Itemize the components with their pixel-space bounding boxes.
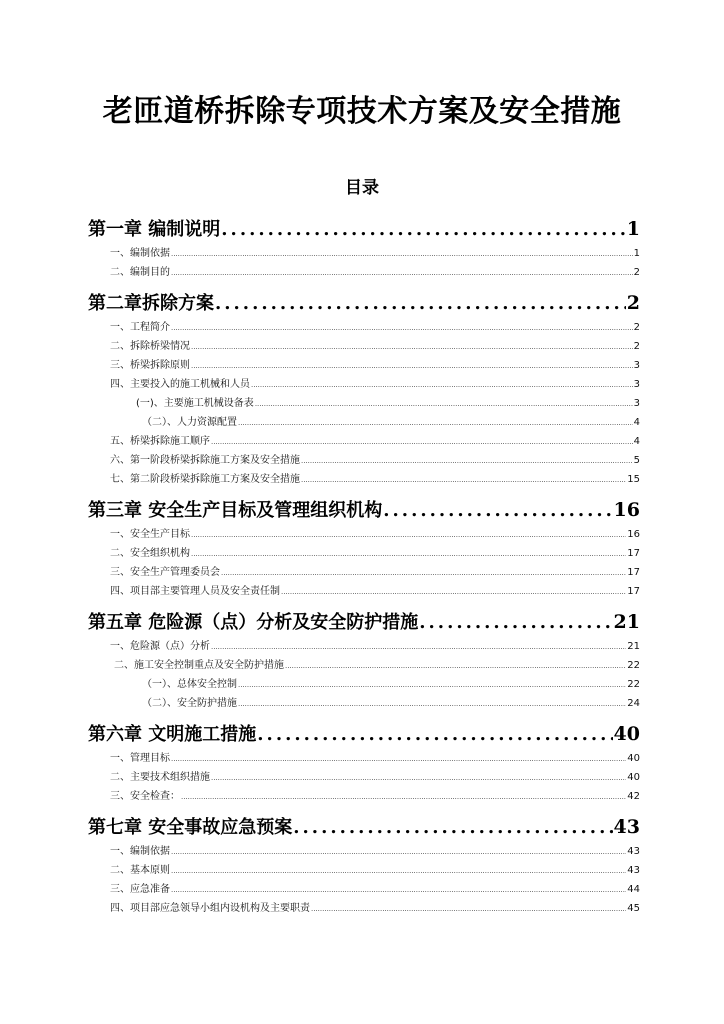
toc-entry-label: （一）、总体安全控制 bbox=[142, 679, 237, 690]
toc-page-number: 17 bbox=[627, 586, 640, 597]
toc-page-number: 2 bbox=[626, 292, 640, 314]
toc-entry-label: 三、安全检查： bbox=[110, 791, 180, 802]
toc-page-number: 4 bbox=[633, 417, 640, 428]
toc-entry-label: 二、施工安全控制重点及安全防护措施 bbox=[114, 660, 284, 671]
toc-section-entry[interactable] bbox=[88, 451, 640, 470]
toc-section-entry[interactable] bbox=[88, 413, 640, 432]
toc-dot-leader bbox=[293, 813, 612, 842]
toc-section-entry[interactable] bbox=[88, 244, 640, 263]
toc-page-number: 17 bbox=[627, 567, 640, 578]
toc-dot-leader bbox=[211, 638, 626, 656]
toc-page-number: 44 bbox=[627, 884, 640, 895]
toc-entry-label: 四、主要投入的施工机械和人员 bbox=[110, 379, 250, 390]
toc-entry-label: 一、安全生产目标 bbox=[110, 529, 190, 540]
toc-chapter-entry[interactable] bbox=[88, 495, 640, 525]
toc-page-number: 15 bbox=[627, 474, 640, 485]
toc-section-entry[interactable] bbox=[88, 432, 640, 451]
toc-dot-leader bbox=[281, 583, 626, 601]
toc-entry-label: 一、编制依据 bbox=[110, 248, 170, 259]
toc-section-entry[interactable] bbox=[88, 563, 640, 582]
table-of-contents bbox=[88, 208, 640, 918]
toc-page-number: 17 bbox=[627, 548, 640, 559]
toc-page-number: 5 bbox=[633, 455, 640, 466]
toc-entry-label: 五、桥梁拆除施工顺序 bbox=[110, 436, 210, 447]
toc-dot-leader bbox=[171, 319, 633, 337]
toc-chapter-entry[interactable] bbox=[88, 719, 640, 749]
toc-dot-leader bbox=[171, 264, 633, 282]
toc-page-number: 4 bbox=[633, 436, 640, 447]
toc-entry-label: （二）、安全防护措施 bbox=[142, 698, 237, 709]
toc-page-number: 3 bbox=[633, 360, 640, 371]
toc-dot-leader bbox=[191, 526, 626, 544]
toc-section-entry[interactable] bbox=[88, 861, 640, 880]
toc-entry-label: 一、管理目标 bbox=[110, 753, 170, 764]
toc-section-entry[interactable] bbox=[88, 337, 640, 356]
toc-page-number: 40 bbox=[627, 753, 640, 764]
toc-page-number: 2 bbox=[633, 267, 640, 278]
toc-dot-leader bbox=[238, 414, 633, 432]
toc-page-number: 43 bbox=[627, 865, 640, 876]
toc-dot-leader bbox=[171, 750, 626, 768]
toc-entry-label: 第六章 文明施工措施 bbox=[88, 724, 257, 745]
toc-page-number: 16 bbox=[627, 529, 640, 540]
toc-entry-label: 四、项目部主要管理人员及安全责任制 bbox=[110, 586, 280, 597]
toc-page-number: 1 bbox=[626, 218, 640, 240]
toc-dot-leader bbox=[419, 608, 612, 637]
toc-section-entry[interactable] bbox=[88, 470, 640, 489]
toc-dot-leader bbox=[251, 376, 633, 394]
toc-chapter-entry[interactable] bbox=[88, 214, 640, 244]
toc-entry-label: 七、第二阶段桥梁拆除施工方案及安全措施 bbox=[110, 474, 300, 485]
toc-dot-leader bbox=[181, 788, 626, 806]
toc-page-number: 16 bbox=[613, 499, 640, 521]
toc-page-number: 22 bbox=[627, 660, 640, 671]
toc-entry-label: 第三章 安全生产目标及管理组织机构 bbox=[88, 500, 383, 521]
toc-chapter-entry[interactable] bbox=[88, 607, 640, 637]
toc-dot-leader bbox=[301, 452, 633, 470]
toc-dot-leader bbox=[191, 545, 626, 563]
toc-chapter-entry[interactable] bbox=[88, 288, 640, 318]
toc-section-entry[interactable] bbox=[88, 263, 640, 282]
toc-section-entry[interactable] bbox=[88, 318, 640, 337]
toc-dot-leader bbox=[211, 433, 633, 451]
toc-page-number: 1 bbox=[633, 248, 640, 259]
toc-entry-label: 三、应急准备 bbox=[110, 884, 170, 895]
toc-page-number: 2 bbox=[633, 341, 640, 352]
toc-entry-label: 四、项目部应急领导小组内设机构及主要职责 bbox=[110, 903, 310, 914]
toc-dot-leader bbox=[171, 881, 626, 899]
toc-dot-leader bbox=[383, 496, 612, 525]
toc-page-number: 3 bbox=[633, 379, 640, 390]
toc-entry-label: 第二章拆除方案 bbox=[88, 293, 214, 314]
toc-dot-leader bbox=[191, 338, 633, 356]
toc-entry-label: 三、安全生产管理委员会 bbox=[110, 567, 220, 578]
toc-entry-label: 二、编制目的 bbox=[110, 267, 170, 278]
toc-page-number: 3 bbox=[633, 398, 640, 409]
toc-dot-leader bbox=[238, 676, 626, 694]
toc-entry-label: 二、拆除桥梁情况 bbox=[110, 341, 190, 352]
toc-entry-label: 二、安全组织机构 bbox=[110, 548, 190, 559]
toc-page-number: 43 bbox=[613, 816, 640, 838]
toc-section-entry[interactable] bbox=[88, 356, 640, 375]
toc-entry-label: 三、桥梁拆除原则 bbox=[110, 360, 190, 371]
toc-entry-label: 二、主要技术组织措施 bbox=[110, 772, 210, 783]
toc-page-number: 40 bbox=[613, 723, 640, 745]
toc-chapter-entry[interactable] bbox=[88, 812, 640, 842]
toc-page-number: 42 bbox=[627, 791, 640, 802]
toc-entry-label: 一、工程简介 bbox=[110, 322, 170, 333]
toc-dot-leader bbox=[285, 657, 626, 675]
toc-dot-leader bbox=[301, 471, 626, 489]
toc-page-number: 24 bbox=[627, 698, 640, 709]
toc-section-entry[interactable] bbox=[88, 880, 640, 899]
toc-page-number: 43 bbox=[627, 846, 640, 857]
toc-dot-leader bbox=[221, 215, 625, 244]
toc-heading: 目录 bbox=[345, 178, 379, 198]
toc-section-entry[interactable] bbox=[88, 394, 640, 413]
toc-entry-label: (一)、主要施工机械设备表 bbox=[136, 398, 254, 409]
toc-dot-leader bbox=[221, 564, 626, 582]
toc-section-entry[interactable] bbox=[88, 525, 640, 544]
toc-dot-leader bbox=[171, 843, 626, 861]
toc-page-number: 21 bbox=[627, 641, 640, 652]
toc-entry-label: 第七章 安全事故应急预案 bbox=[88, 817, 293, 838]
toc-dot-leader bbox=[311, 900, 626, 918]
toc-dot-leader bbox=[238, 695, 626, 713]
toc-page-number: 22 bbox=[627, 679, 640, 690]
toc-entry-label: 一、编制依据 bbox=[110, 846, 170, 857]
toc-section-entry[interactable] bbox=[88, 675, 640, 694]
toc-entry-label: 第五章 危险源（点）分析及安全防护措施 bbox=[88, 612, 419, 633]
toc-entry-label: 六、第一阶段桥梁拆除施工方案及安全措施 bbox=[110, 455, 300, 466]
toc-dot-leader bbox=[255, 395, 633, 413]
toc-section-entry[interactable] bbox=[88, 582, 640, 601]
toc-entry-label: 第一章 编制说明 bbox=[88, 219, 221, 240]
toc-page-number: 40 bbox=[627, 772, 640, 783]
toc-page-number: 2 bbox=[633, 322, 640, 333]
toc-dot-leader bbox=[191, 357, 633, 375]
toc-section-entry[interactable] bbox=[88, 842, 640, 861]
toc-section-entry[interactable] bbox=[88, 656, 640, 675]
toc-page-number: 21 bbox=[613, 611, 640, 633]
toc-entry-label: 二、基本原则 bbox=[110, 865, 170, 876]
toc-section-entry[interactable] bbox=[88, 637, 640, 656]
toc-dot-leader bbox=[171, 862, 626, 880]
toc-dot-leader bbox=[257, 720, 612, 749]
toc-section-entry[interactable] bbox=[88, 694, 640, 713]
toc-entry-label: 一、危险源（点）分析 bbox=[110, 641, 210, 652]
toc-section-entry[interactable] bbox=[88, 768, 640, 787]
toc-section-entry[interactable] bbox=[88, 375, 640, 394]
toc-dot-leader bbox=[171, 245, 633, 263]
toc-section-entry[interactable] bbox=[88, 787, 640, 806]
toc-page-number: 45 bbox=[627, 903, 640, 914]
toc-section-entry[interactable] bbox=[88, 749, 640, 768]
toc-section-entry[interactable] bbox=[88, 899, 640, 918]
toc-dot-leader bbox=[211, 769, 626, 787]
toc-entry-label: （二）、人力资源配置 bbox=[142, 417, 237, 428]
toc-section-entry[interactable] bbox=[88, 544, 640, 563]
toc-dot-leader bbox=[215, 289, 626, 318]
document-title: 老匝道桥拆除专项技术方案及安全措施 bbox=[102, 94, 622, 129]
